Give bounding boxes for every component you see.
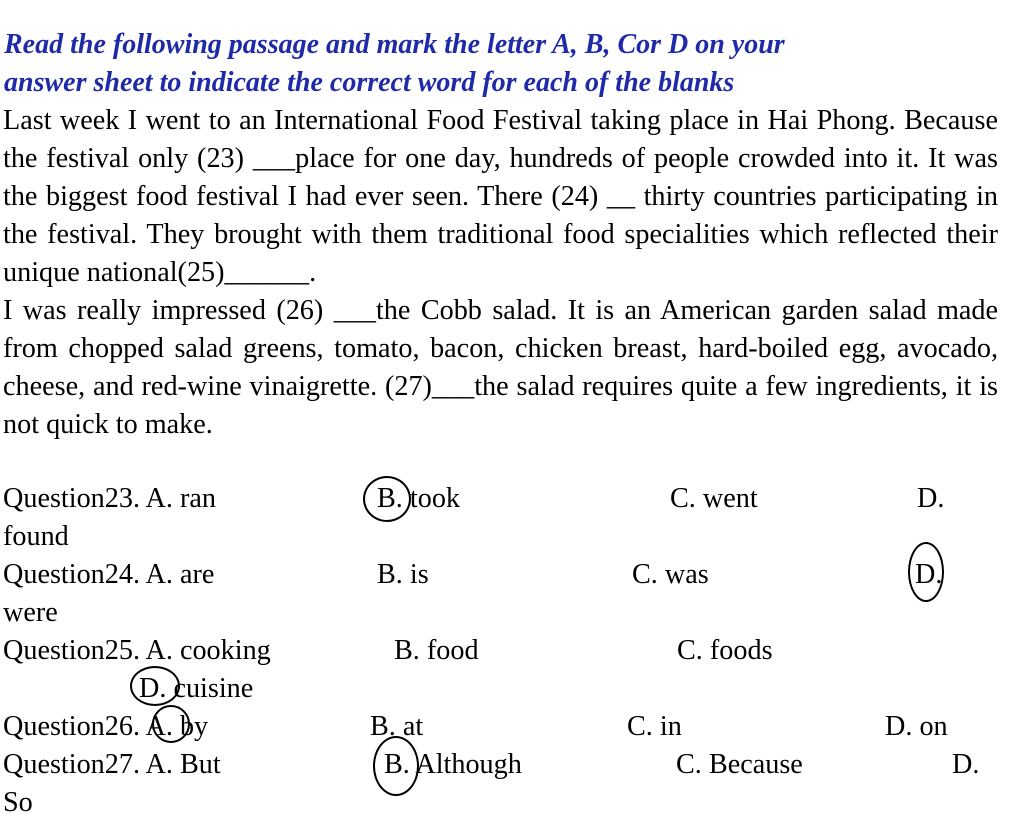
answer-circle-27-b [373,736,419,796]
instruction-line-2: answer sheet to indicate the correct word for each of the blanks [4,67,735,98]
instruction-heading [4,26,1014,102]
question-27-label: Question27. A. But [3,749,221,780]
passage-paragraph-2: I was really impressed (26) ___the Cobb salad. It is an American garden salad made from chopped salad greens, tomato, bacon, chicken breast, hard-boiled egg, avocado, cheese, and red-wine vinaigrette. (27)___the salad requires quite a few ingredients, it is not quick to make. [3,295,998,440]
question-25-option-c: C. foods [677,635,773,666]
question-25-option-d: D. cuisine [139,673,254,704]
question-27-option-c: C. Because [676,749,803,780]
question-23-option-b: B. took [377,483,461,514]
question-24-option-c: C. was [632,559,709,590]
question-25-option-b: B. food [394,635,479,666]
question-24-label: Question24. A. are [3,559,215,590]
question-23-option-d: D. [917,483,945,514]
answer-circle-24-d [908,542,944,602]
question-24-option-d-text: were [3,597,58,628]
answer-circle-25-d [130,666,180,706]
question-24-option-b: B. is [377,559,429,590]
reading-passage [3,102,998,444]
question-24-option-d: D. [915,559,943,590]
question-26-label: Question26. A. by [3,711,209,742]
question-27-option-d-text: So [3,787,33,818]
question-26-option-b: B. at [370,711,424,742]
answer-circle-23-b [363,476,411,522]
question-25-label: Question25. A. cooking [3,635,271,666]
passage-paragraph-1: Last week I went to an International Food Festival taking place in Hai Phong. Because the festival only (23) ___place for one day, hundreds of people crowded into it. It was the biggest food festival I had ever seen. There (24) __ thirty countries participating in the festival. They brought with them traditional food specialities which reflected their unique national(25)______. [3,105,998,288]
question-26-option-c: C. in [627,711,682,742]
answer-circle-26-a [152,705,190,743]
instruction-line-1: Read the following passage and mark the letter A, B, Cor D on your [4,29,785,60]
question-23-label: Question23. A. ran [3,483,216,514]
question-23-option-c: C. went [670,483,758,514]
question-23-option-d-text: found [3,521,69,552]
question-27-option-b: B. Although [384,749,522,780]
question-26-option-d: D. on [885,711,948,742]
question-27-option-d: D. [952,749,980,780]
